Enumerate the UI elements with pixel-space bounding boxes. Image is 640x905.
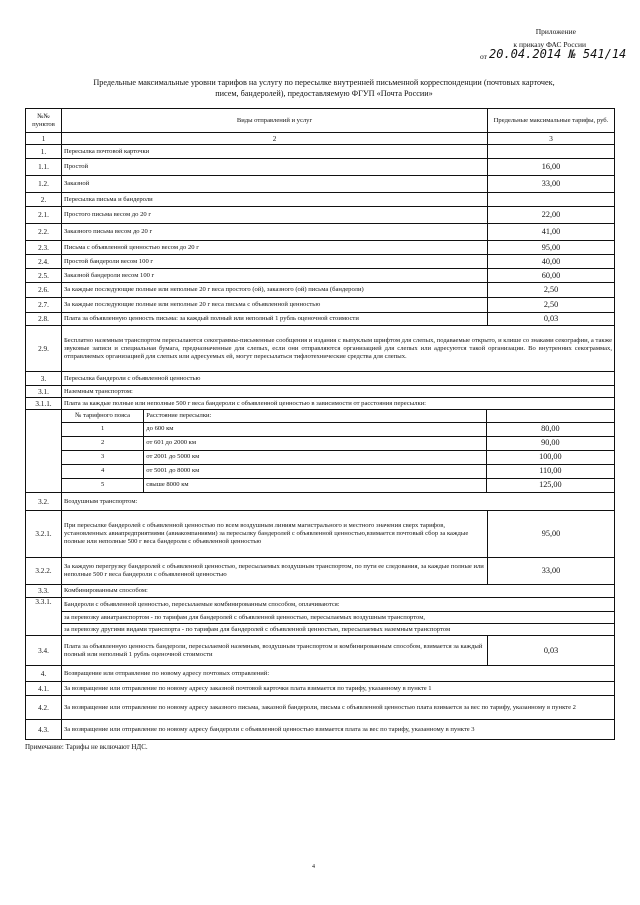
table-row: [26, 145, 615, 159]
row-text: Пересылка письма и бандероли: [62, 193, 488, 207]
row-text: За каждые последующие полные или неполные 20 г веса письма с объявленной ценностью: [62, 298, 488, 313]
table-row: [26, 511, 615, 558]
row-value: 2,50: [488, 283, 615, 298]
row-num: 2.6.: [26, 283, 62, 298]
header-type: Виды отправлений и услуг: [62, 109, 488, 133]
table-row: [26, 372, 615, 386]
zone-number: 5: [62, 478, 144, 492]
attachment-label: Приложение: [535, 27, 576, 36]
row-value: 22,00: [488, 207, 615, 224]
row-value: 16,00: [488, 159, 615, 176]
row-num: 4.: [26, 666, 62, 682]
zone-row: [62, 464, 614, 478]
row-text: за перевозку авиатранспортом - по тарифам для бандеролей с объявленной ценностью, пересылаемых воздушным транспортом,: [62, 612, 615, 624]
row-num: 2.5.: [26, 269, 62, 283]
row-text: За возвращение или отправление по новому адресу заказного письма, заказной бандероли, письма с объявленной ценностью плата взимается за вес по тарифу, указанному в пункте 2: [62, 696, 615, 720]
row-text: Плата за объявленную ценность письма: за каждый полный или неполный 1 рубль оценочной стоимости: [62, 313, 488, 326]
row-num: 3.1.1.: [26, 398, 62, 410]
row-num: 3.3.: [26, 585, 62, 598]
zones-header: [62, 410, 614, 422]
row-text: Заказного письма весом до 20 г: [62, 224, 488, 241]
column-number-row: [26, 133, 615, 145]
footnote: Примечание: Тарифы не включают НДС.: [25, 743, 148, 751]
row-num: 2.2.: [26, 224, 62, 241]
row-text: Бесплатно наземным транспортом пересылаются секограммы-письменные сообщения и издания с выпуклым шрифтом для слепых, подаваемые открыто, и клише со знаками секографии, а также звуковые записи и специальная бумага, предназначенные для слепых, если они отправляются организацией для слепых или адресуются такой организации. Во внутренних секограммах, отправляемых организацией для слепых или адресуемых ей, могут пересылаться тифлотехнические средства для слепых.: [62, 326, 615, 372]
row-text: Заказной бандероли весом 100 г: [62, 269, 488, 283]
colnum-1: 1: [26, 133, 62, 145]
zone-number: 4: [62, 464, 144, 478]
zone-row: [62, 422, 614, 436]
row-text: Комбинированным способом:: [62, 585, 615, 598]
row-num: 1.1.: [26, 159, 62, 176]
table-row: [26, 159, 615, 176]
table-row: [26, 493, 615, 511]
row-value: [488, 145, 615, 159]
table-row: [26, 386, 615, 398]
table-row: [26, 255, 615, 269]
table-row: [26, 666, 615, 682]
zone-value: 100,00: [486, 450, 614, 464]
table-row: [26, 558, 615, 585]
colnum-3: 3: [488, 133, 615, 145]
row-value: 40,00: [488, 255, 615, 269]
row-text: Бандероли с объявленной ценностью, пересылаемые комбинированным способом, оплачиваются:: [62, 598, 615, 612]
row-text: За каждые последующие полные или неполные 20 г веса простого (ой), заказного (ой) письма (бандероли): [62, 283, 488, 298]
table-row: [26, 585, 615, 598]
row-num: 4.2.: [26, 696, 62, 720]
table-row: [26, 313, 615, 326]
row-text: За возвращение или отправление по новому адресу заказной почтовой карточки плата взимается по тарифу, указанному в пункте 1: [62, 682, 615, 696]
row-text: за перевозку другими видами транспорта - по тарифам для бандеролей с объявленной ценностью, пересылаемых наземным транспортом: [62, 624, 615, 636]
row-text: Простого письма весом до 20 г: [62, 207, 488, 224]
table-row: [26, 298, 615, 313]
row-text: Пересылка бандероли с объявленной ценностью: [62, 372, 615, 386]
table-row: [26, 283, 615, 298]
table-row: [26, 193, 615, 207]
zone-number: 2: [62, 436, 144, 450]
table-row: [26, 612, 615, 624]
row-text: При пересылке бандеролей с объявленной ценностью по всем воздушным линиям магистрального и местного значения сверх тарифов, установленных авиапредприятиями (авиакомпаниями) за пересылку бандеролей с объявленной ценностью,взимается почтовый сбор за каждые полные или неполные 500 г веса бандероли с объявленной ценностью: [62, 511, 488, 558]
row-value: [488, 193, 615, 207]
row-value: 0,03: [488, 636, 615, 666]
zone-value: 110,00: [486, 464, 614, 478]
table-row: [26, 326, 615, 372]
document-title-line2: писем, бандеролей), предоставляемую ФГУП «Почта России»: [215, 89, 433, 98]
zone-value: 125,00: [486, 478, 614, 492]
row-num: 3.2.: [26, 493, 62, 511]
row-value: 95,00: [488, 241, 615, 255]
row-num: 1.: [26, 145, 62, 159]
row-num: 2.8.: [26, 313, 62, 326]
row-value: 95,00: [488, 511, 615, 558]
table-row: [26, 176, 615, 193]
row-value: 60,00: [488, 269, 615, 283]
row-value: 0,03: [488, 313, 615, 326]
row-value: 41,00: [488, 224, 615, 241]
row-value: 33,00: [488, 176, 615, 193]
table-row: [26, 398, 615, 410]
row-value: 33,00: [488, 558, 615, 585]
zone-row: [62, 450, 614, 464]
row-text: Пересылка почтовой карточки: [62, 145, 488, 159]
table-row: [26, 696, 615, 720]
row-num: 3.2.2.: [26, 558, 62, 585]
tariff-table: [25, 108, 615, 740]
table-row: [26, 241, 615, 255]
table-row: [26, 636, 615, 666]
row-text: Письма с объявленной ценностью весом до 20 г: [62, 241, 488, 255]
document-title-line1: Предельные максимальные уровни тарифов на услугу по пересылке внутренней письменной корреспонденции (почтовых карточек,: [93, 78, 555, 87]
row-num: 3.3.1.: [26, 598, 62, 636]
row-num: 3.1.: [26, 386, 62, 398]
zone-distance: до 600 км: [144, 422, 486, 436]
zone-value: 90,00: [486, 436, 614, 450]
table-row: [26, 624, 615, 636]
row-num: 1.2.: [26, 176, 62, 193]
table-row: [26, 598, 615, 612]
row-num: 2.7.: [26, 298, 62, 313]
row-num: 3.: [26, 372, 62, 386]
row-num: 4.1.: [26, 682, 62, 696]
row-text: За каждую перегрузку бандеролей с объявленной ценностью, пересылаемых воздушным транспортом, по пути ее следования, за каждые полные или неполные 500 г веса бандероли с объявленной ценностью: [62, 558, 488, 585]
row-text: Заказной: [62, 176, 488, 193]
header-num: №№ пунктов: [26, 109, 62, 133]
zone-distance: свыше 8000 км: [144, 478, 486, 492]
row-num: 4.3.: [26, 720, 62, 740]
table-row: [26, 682, 615, 696]
row-num: 2.9.: [26, 326, 62, 372]
zone-value: 80,00: [486, 422, 614, 436]
row-num: 2.1.: [26, 207, 62, 224]
table-row: [26, 720, 615, 740]
page-number: 4: [312, 864, 315, 870]
row-num: 3.4.: [26, 636, 62, 666]
row-text: За возвращение или отправление по новому адресу бандероли с объявленной ценностью взимается плата за вес по тарифу, указанному в пункте 3: [62, 720, 615, 740]
colnum-2: 2: [62, 133, 488, 145]
zone-row: [62, 436, 614, 450]
header-tariff: Предельные максимальные тарифы, руб.: [488, 109, 615, 133]
order-date-prefix: от: [480, 52, 487, 61]
zone-number: 1: [62, 422, 144, 436]
row-num: 2.: [26, 193, 62, 207]
zone-row: [62, 478, 614, 492]
zone-header: № тарифного пояса: [62, 410, 144, 422]
zone-distance: от 601 до 2000 км: [144, 436, 486, 450]
row-text: Простой бандероли весом 100 г: [62, 255, 488, 269]
table-header-row: [26, 109, 615, 133]
order-reference: к приказу ФАС России: [513, 40, 586, 49]
row-text: Возвращение или отправление по новому адресу почтовых отправлений:: [62, 666, 615, 682]
order-date-number: 20.04.2014 № 541/14: [489, 47, 627, 61]
zone-distance: от 5001 до 8000 км: [144, 464, 486, 478]
row-num: 3.2.1.: [26, 511, 62, 558]
table-row: [26, 207, 615, 224]
zone-number: 3: [62, 450, 144, 464]
row-num: 2.4.: [26, 255, 62, 269]
row-text: Наземным транспортом:: [62, 386, 615, 398]
row-text: Воздушным транспортом:: [62, 493, 615, 511]
row-value: 2,50: [488, 298, 615, 313]
row-num: 2.3.: [26, 241, 62, 255]
zones-table: [62, 410, 614, 492]
zone-distance: от 2001 до 5000 км: [144, 450, 486, 464]
row-text: Простой: [62, 159, 488, 176]
distance-header: Расстояние пересылки:: [144, 410, 486, 422]
row-text: Плата за каждые полные или неполные 500 г веса бандероли с объявленной ценностью в зависимости от расстояния пересылки:: [62, 398, 615, 410]
row-text: Плата за объявленную ценность бандероли, пересылаемой наземным, воздушным транспортом и комбинированным способом, взимается за каждый полный или неполный 1 рубль оценочной стоимости: [62, 636, 488, 666]
table-row: [26, 269, 615, 283]
table-row: [26, 224, 615, 241]
zones-row: [26, 410, 615, 493]
